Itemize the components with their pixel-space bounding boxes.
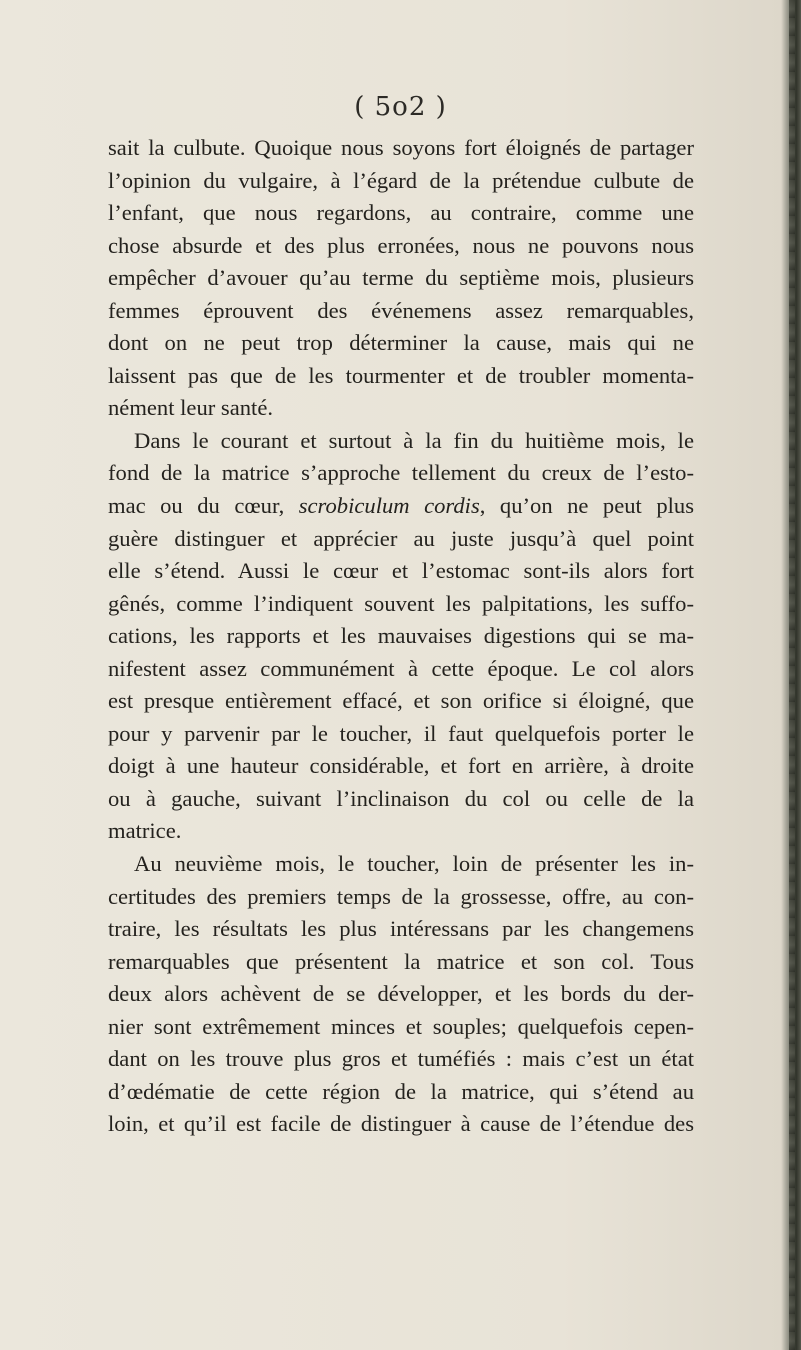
text-line: guère distinguer et apprécier au juste jusqu’à quel point xyxy=(108,525,694,551)
text-line: empêcher d’avouer qu’au terme du septième mois, plusieurs xyxy=(108,265,694,291)
text-segment: , qu’on ne peut plus xyxy=(479,493,695,519)
text-line: certitudes des premiers temps de la grossesse, offre, au con- xyxy=(108,883,694,909)
text-line: chose absurde et des plus erronées, nous ne pouvons nous xyxy=(108,232,694,258)
text-line: doigt à une hauteur considérable, et fort en arrière, à droite xyxy=(108,753,694,779)
text-line: pour y parvenir par le toucher, il faut quelquefois porter le xyxy=(108,720,694,746)
text-line: laissent pas que de les tourmenter et de troubler momenta- xyxy=(108,362,694,388)
text-line: deux alors achèvent de se développer, et les bords du der- xyxy=(108,981,694,1007)
text-line: sait la culbute. Quoique nous soyons fort éloignés de partager xyxy=(108,135,694,160)
body-text xyxy=(108,132,694,1141)
text-line: d’œdématie de cette région de la matrice, qui s’étend au xyxy=(108,1078,694,1104)
text-line: Au neuvième mois, le toucher, loin de présenter les in- xyxy=(134,851,694,877)
text-line: nifestent assez communément à cette époque. Le col alors xyxy=(108,655,694,681)
text-line: traire, les résultats les plus intéressans par les changemens xyxy=(108,916,694,942)
text-segment: mac ou du cœur, xyxy=(108,493,299,519)
text-line: l’opinion du vulgaire, à l’égard de la prétendue culbute de xyxy=(108,167,694,193)
text-line: cations, les rapports et les mauvaises digestions qui se ma- xyxy=(108,623,694,649)
text-line: nément leur santé. xyxy=(108,395,273,421)
italic-term: scrobiculum cordis xyxy=(298,493,480,519)
text-line: elle s’étend. Aussi le cœur et l’estomac sont-ils alors fort xyxy=(108,558,694,584)
text-line: loin, et qu’il est facile de distinguer à cause de l’étendue des xyxy=(108,1111,694,1137)
binding-strip xyxy=(789,0,795,1350)
text-line: Dans le courant et surtout à la fin du huitième mois, le xyxy=(134,427,694,453)
text-line: dant on les trouve plus gros et tuméfiés : mais c’est un état xyxy=(108,1046,694,1072)
page-number-header: ( 5o2 ) xyxy=(354,92,447,122)
text-line: femmes éprouvent des événemens assez remarquables, xyxy=(108,297,694,323)
text-line: nier sont extrêmement minces et souples; quelquefois cepen- xyxy=(108,1013,694,1039)
text-line: dont on ne peut trop déterminer la cause, mais qui ne xyxy=(108,330,694,356)
text-line: est presque entièrement effacé, et son orifice si éloigné, que xyxy=(108,688,694,714)
text-line: ou à gauche, suivant l’inclinaison du col ou celle de la xyxy=(108,785,694,811)
text-line-mixed xyxy=(108,490,694,523)
text-line: gênés, comme l’indiquent souvent les palpitations, les suffo- xyxy=(108,590,694,616)
text-line: l’enfant, que nous regardons, au contraire, comme une xyxy=(108,200,694,226)
text-line: fond de la matrice s’approche tellement du creux de l’esto- xyxy=(108,460,694,486)
text-line: matrice. xyxy=(108,818,182,844)
text-line: remarquables que présentent la matrice et son col. Tous xyxy=(108,948,694,974)
